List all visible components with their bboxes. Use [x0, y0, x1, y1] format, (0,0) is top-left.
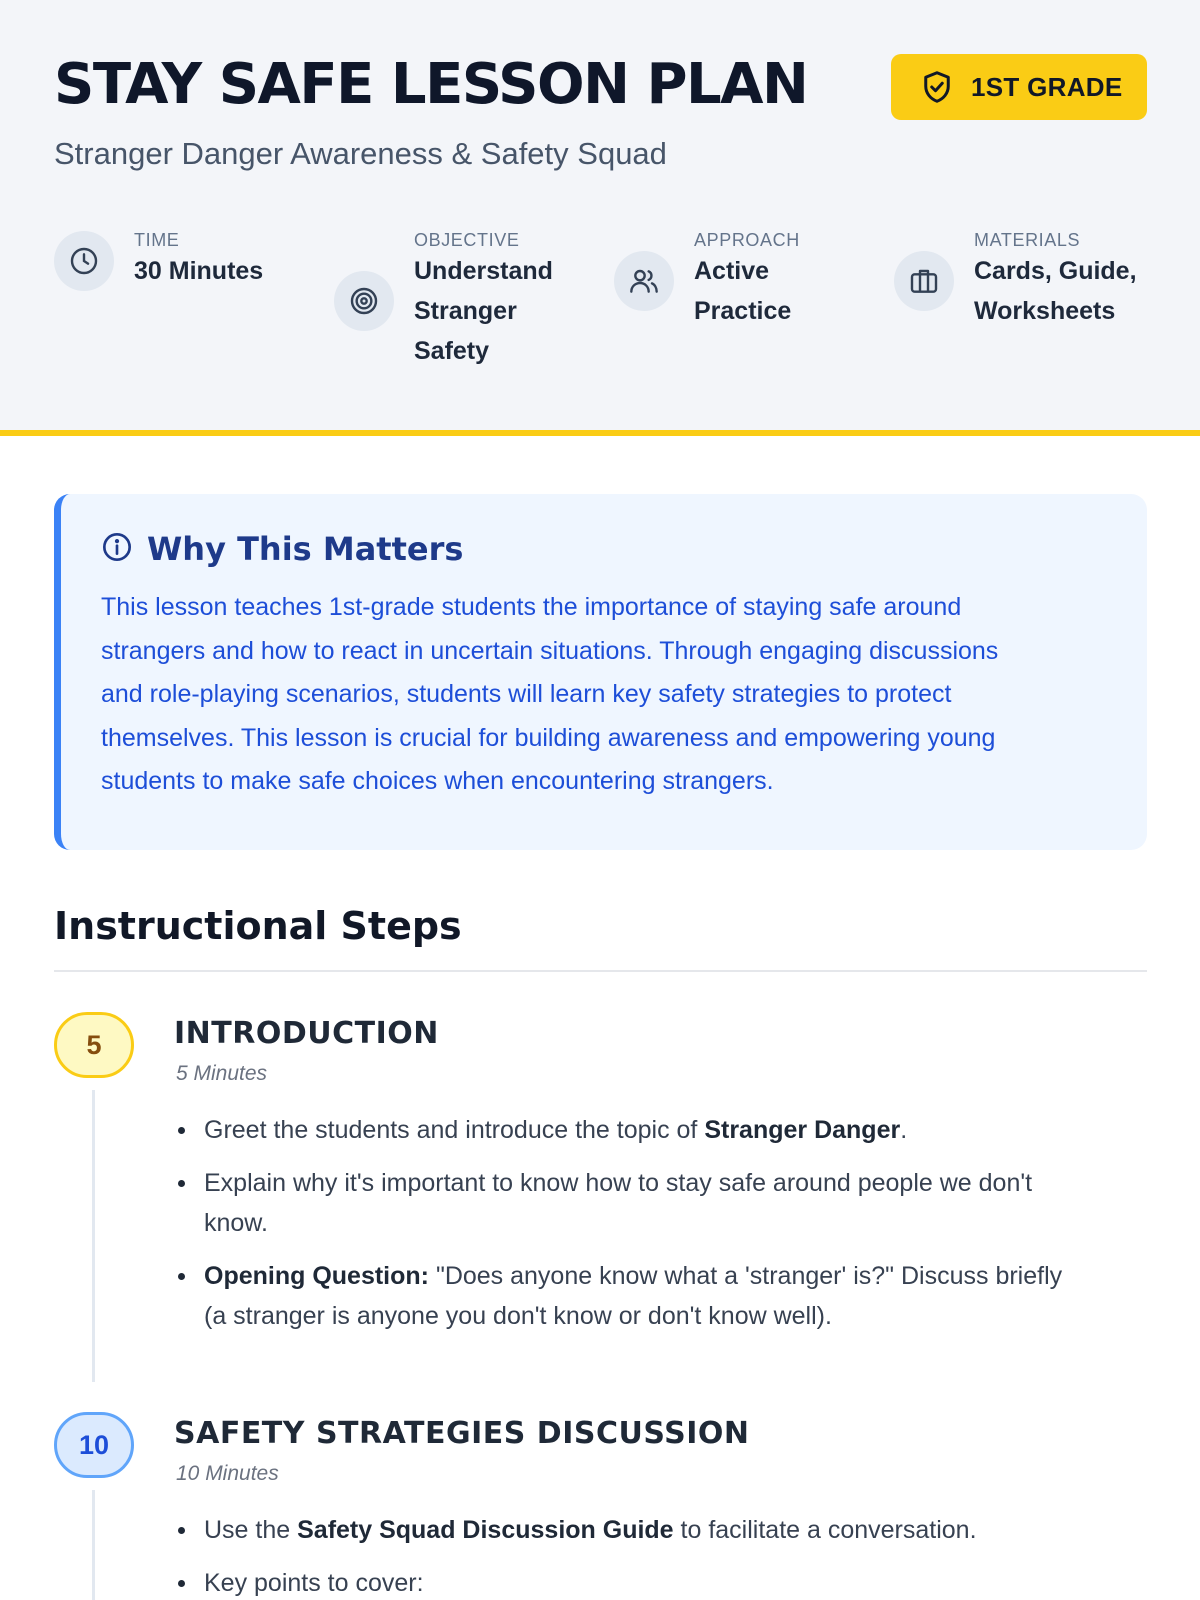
text-segment: know.	[204, 1209, 268, 1237]
meta-objective	[334, 230, 553, 371]
step-bullet-list	[204, 1510, 1134, 1600]
meta-label: OBJECTIVE	[414, 230, 520, 250]
callout-line: This lesson teaches 1st-grade students the importance of staying safe around	[101, 593, 962, 621]
page-title: STAY SAFE LESSON PLAN	[54, 52, 808, 117]
meta-value-line: Practice	[694, 297, 792, 325]
step-bullet-list	[204, 1110, 1134, 1349]
emphasis-text: Opening Question:	[204, 1262, 429, 1290]
callout-line: students to make safe choices when encountering strangers.	[101, 767, 774, 795]
list-item-line	[204, 1256, 1134, 1296]
text-segment: Explain why it's important to know how to stay safe around people we don't	[204, 1169, 1033, 1197]
list-item	[204, 1563, 1134, 1600]
meta-value: 30 Minutes	[134, 257, 264, 285]
list-item	[204, 1163, 1134, 1243]
target-icon	[334, 271, 394, 331]
meta-label: TIME	[134, 230, 180, 250]
emphasis-text: Safety Squad Discussion Guide	[297, 1516, 674, 1544]
meta-value-line: Worksheets	[974, 297, 1116, 325]
meta-value-line: Understand	[414, 257, 553, 285]
callout-body	[101, 586, 1107, 804]
list-item	[204, 1256, 1134, 1336]
meta-value-line: Stranger	[414, 297, 517, 325]
list-item	[204, 1110, 1134, 1150]
lesson-header	[0, 0, 1200, 436]
grade-badge	[891, 54, 1147, 120]
text-segment: Use the	[204, 1516, 298, 1544]
callout-title: Why This Matters	[147, 530, 464, 568]
step-duration: 10 Minutes	[176, 1462, 279, 1485]
meta-approach	[614, 230, 800, 331]
info-icon	[101, 531, 133, 568]
callout-line: and role-playing scenarios, students will learn key safety strategies to protect	[101, 680, 952, 708]
text-segment: .	[900, 1116, 908, 1144]
step-safety-strategies	[54, 1412, 1147, 1600]
meta-label: APPROACH	[694, 230, 800, 250]
meta-time	[54, 230, 263, 291]
step-title: SAFETY STRATEGIES DISCUSSION	[174, 1416, 750, 1451]
users-icon	[614, 251, 674, 311]
why-this-matters-callout	[54, 494, 1147, 850]
step-number-badge: 5	[54, 1012, 134, 1078]
page-subtitle: Stranger Danger Awareness & Safety Squad	[54, 136, 667, 171]
section-title: Instructional Steps	[54, 904, 462, 948]
text-segment: Greet the students and introduce the topic of	[204, 1116, 705, 1144]
meta-value-line: Safety	[414, 337, 490, 365]
text-segment: Key points to cover:	[204, 1569, 424, 1597]
step-number-badge: 10	[54, 1412, 134, 1478]
list-item-line	[204, 1296, 1134, 1336]
briefcase-icon	[894, 251, 954, 311]
list-item-line	[204, 1163, 1134, 1203]
text-segment: "Does anyone know what a 'stranger' is?" Discuss briefly	[429, 1262, 1063, 1290]
shield-check-icon	[919, 69, 955, 105]
step-title: INTRODUCTION	[174, 1016, 439, 1051]
text-segment: to facilitate a conversation.	[673, 1516, 977, 1544]
list-item-line	[204, 1203, 1134, 1243]
callout-line: themselves. This lesson is crucial for building awareness and empowering young	[101, 723, 996, 752]
meta-materials	[894, 230, 1137, 331]
emphasis-text: Stranger Danger	[704, 1116, 901, 1144]
callout-line: strangers and how to react in uncertain situations. Through engaging discussions	[101, 636, 999, 665]
clock-icon	[54, 231, 114, 291]
list-item-line	[204, 1510, 1134, 1550]
list-item-line	[204, 1110, 1134, 1150]
meta-label: MATERIALS	[974, 230, 1081, 250]
step-introduction	[54, 1012, 1147, 1372]
grade-badge-label: 1ST GRADE	[971, 71, 1123, 102]
meta-value-line: Cards, Guide,	[974, 257, 1137, 285]
list-item	[204, 1510, 1134, 1550]
meta-value-line: Active	[694, 257, 770, 285]
step-connector	[92, 1490, 95, 1600]
step-duration: 5 Minutes	[176, 1062, 268, 1085]
step-connector	[92, 1090, 95, 1382]
divider	[54, 970, 1147, 972]
text-segment: (a stranger is anyone you don't know or don't know well).	[204, 1302, 832, 1330]
list-item-line	[204, 1563, 1134, 1600]
